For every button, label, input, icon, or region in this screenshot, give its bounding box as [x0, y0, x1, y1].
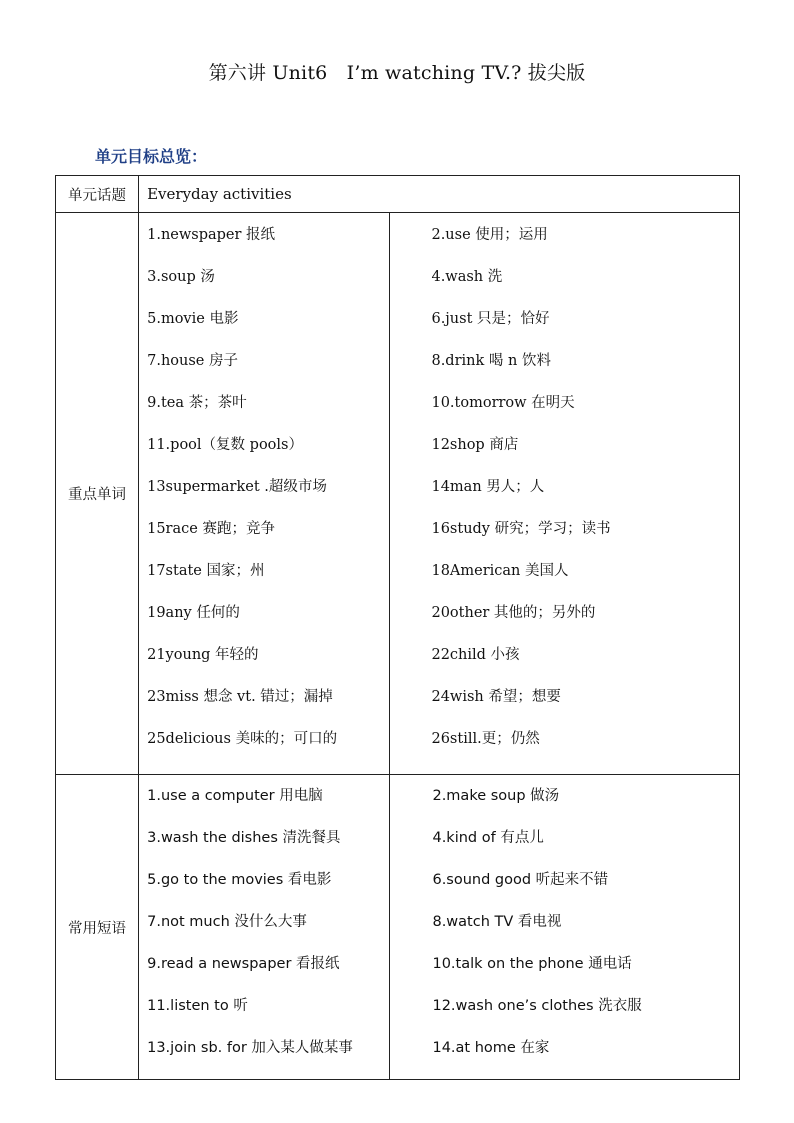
- vocab-item: 26still.更；仍然: [431, 731, 540, 747]
- vocab-item: 2.use 使用；运用: [431, 227, 548, 243]
- common-phrases-label: 常用短语: [56, 775, 139, 1080]
- phrase-item: 3.wash the dishes 清洗餐具: [147, 830, 341, 846]
- vocab-item: 24wish 希望；想要: [431, 689, 561, 705]
- topic-row: [56, 176, 740, 213]
- common-phrases-right-list: [390, 775, 739, 1079]
- section-heading: 单元目标总览：: [95, 147, 208, 166]
- vocab-item: 18American 美国人: [431, 563, 569, 579]
- vocab-item: 4.wash 洗: [431, 269, 503, 285]
- vocab-item: 15race 赛跑；竞争: [147, 521, 275, 537]
- key-words-row: [56, 213, 740, 775]
- phrase-item: 7.not much 没什么大事: [147, 914, 307, 930]
- vocab-item: 11.pool（复数 pools）: [147, 437, 303, 453]
- vocab-item: 17state 国家；州: [147, 563, 265, 579]
- vocab-item: 16study 研究；学习；读书: [431, 521, 611, 537]
- topic-value: Everyday activities: [139, 176, 740, 213]
- phrase-item: 12.wash one’s clothes 洗衣服: [432, 998, 642, 1014]
- key-words-right-list: [390, 213, 739, 774]
- vocab-item: 13supermarket .超级市场: [147, 479, 327, 495]
- key-words-right-column: [390, 213, 740, 775]
- vocab-item: 6.just 只是；恰好: [431, 311, 550, 327]
- vocab-item: 23miss 想念 vt. 错过；漏掉: [147, 689, 333, 705]
- phrase-item: 5.go to the movies 看电影: [147, 872, 332, 888]
- unit-overview-table: [55, 175, 740, 1080]
- common-phrases-left-column: [139, 775, 390, 1080]
- vocab-item: 12shop 商店: [431, 437, 519, 453]
- common-phrases-left-list: [139, 775, 389, 1079]
- key-words-left-list: [139, 213, 389, 774]
- vocab-item: 21young 年轻的: [147, 647, 259, 663]
- key-words-label: 重点单词: [56, 213, 139, 775]
- vocab-item: 5.movie 电影: [147, 311, 239, 327]
- common-phrases-right-column: [390, 775, 740, 1080]
- phrase-item: 10.talk on the phone 通电话: [432, 956, 632, 972]
- key-words-left-column: [139, 213, 390, 775]
- vocab-item: 22child 小孩: [431, 647, 520, 663]
- page-title: 第六讲 Unit6 I’m watching TV.? 拔尖版: [208, 62, 586, 84]
- phrase-item: 9.read a newspaper 看报纸: [147, 956, 340, 972]
- phrase-item: 6.sound good 听起来不错: [432, 872, 609, 888]
- phrase-item: 2.make soup 做汤: [432, 788, 560, 804]
- phrase-item: 4.kind of 有点儿: [432, 830, 544, 846]
- topic-label: 单元话题: [56, 176, 139, 213]
- vocab-item: 8.drink 喝 n 饮料: [431, 353, 551, 369]
- vocab-item: 25delicious 美味的；可口的: [147, 731, 338, 747]
- phrase-item: 13.join sb. for 加入某人做某事: [147, 1040, 353, 1056]
- phrase-item: 11.listen to 听: [147, 998, 248, 1014]
- phrase-item: 8.watch TV 看电视: [432, 914, 562, 930]
- vocab-item: 9.tea 茶；茶叶: [147, 395, 247, 411]
- vocab-item: 1.newspaper 报纸: [147, 227, 276, 243]
- vocab-item: 14man 男人；人: [431, 479, 545, 495]
- phrase-item: 14.at home 在家: [432, 1040, 550, 1056]
- common-phrases-row: [56, 775, 740, 1080]
- vocab-item: 20other 其他的；另外的: [431, 605, 596, 621]
- vocab-item: 3.soup 汤: [147, 269, 215, 285]
- phrase-item: 1.use a computer 用电脑: [147, 788, 323, 804]
- vocab-item: 19any 任何的: [147, 605, 240, 621]
- vocab-item: 10.tomorrow 在明天: [431, 395, 575, 411]
- vocab-item: 7.house 房子: [147, 353, 238, 369]
